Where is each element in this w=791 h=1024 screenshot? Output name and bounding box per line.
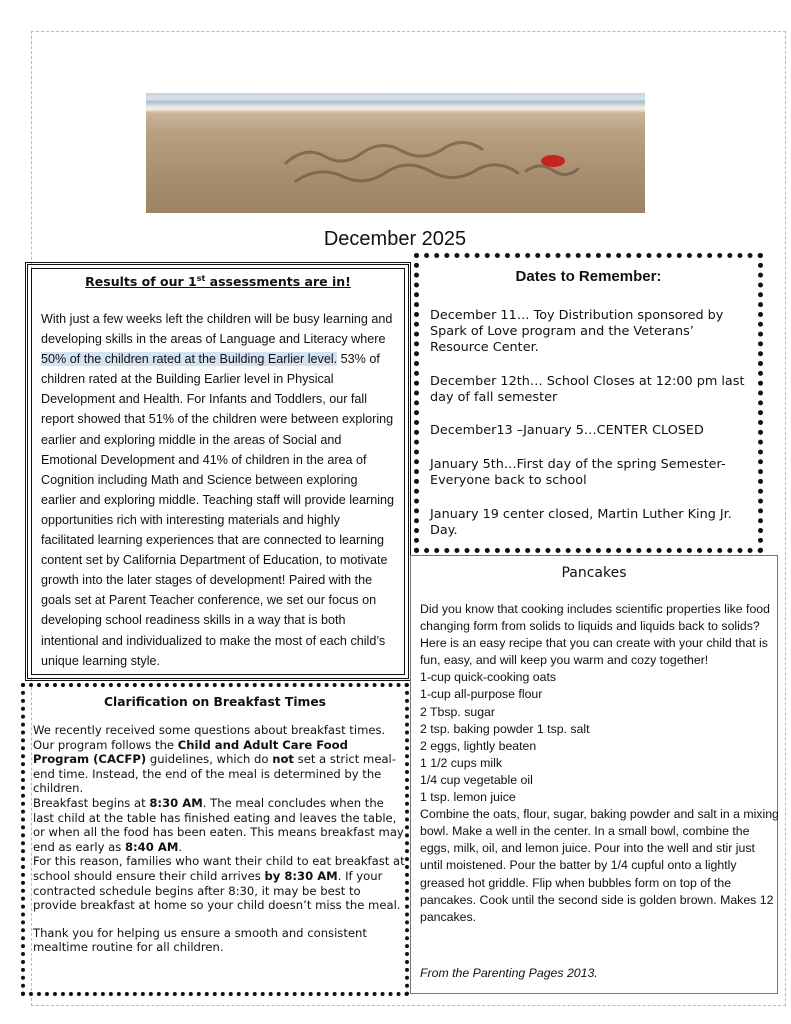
highlighted-stat: 50% of the children rated at the Building Earlier level.: [41, 352, 338, 367]
results-title: Results of our 1st assessments are in!: [85, 274, 351, 290]
pancakes-section: [410, 555, 778, 994]
pancakes-intro: Did you know that cooking includes scientific properties like food changing form from solids to liquids and liquids back to solids?: [420, 602, 770, 634]
date-item: December 12th… School Closes at 12:00 pm last day of fall semester: [430, 374, 745, 405]
ingredient-item: 2 tsp. baking powder 1 tsp. salt: [420, 721, 590, 736]
dates-list: [430, 308, 752, 557]
pancakes-directions: Combine the oats, flour, sugar, baking powder and salt in a mixing bowl. Make a well in the center. In a small bowl, combine the eggs, milk, oil, and lemon juice. Pour into the well and stir just until moistened. Pour the batter by 1/4 cupful onto a lightly greased hot griddle. Flip when bubbles form on top of the pancakes. Cook until the second side is golden brown. Makes 12 pancakes.: [420, 807, 779, 924]
pancakes-credit: From the Parenting Pages 2013.: [420, 966, 598, 980]
ingredient-item: 2 Tbsp. sugar: [420, 704, 495, 719]
breakfast-body: [33, 723, 405, 955]
dates-title: Dates to Remember:: [515, 268, 662, 285]
ingredient-item: 2 eggs, lightly beaten: [420, 738, 537, 753]
breakfast-paragraph: Thank you for helping us ensure a smooth and consistent mealtime routine for all children.: [33, 925, 367, 955]
dates-section: [414, 253, 763, 553]
results-body: With just a few weeks left the children will be busy learning and developing skills in the areas of Language and Literacy where 50% of the children rated at the Building Earlier level. 53% of children rated at the Building Earlier level in Physical Development and Health. For Infants and Toddlers, our fall report showed that 51% of the children were between exploring earlier and exploring middle in the areas of Social and Emotional Development and 41% of children in the area of Cognition including Math and Science between exploring earlier and exploring middle. Teaching staff will provide learning opportunities rich with interesting materials and highly facilitated learning experiences that are connected to learning content set by California Department of Education, to motivate growth into the later stages of development! Paired with the goals set at Parent Teacher conference, we set our focus on developing school readiness skills in a way that is both intentional and individualized to make the most of each child’s unique learning style.: [41, 312, 395, 668]
pancakes-title: Pancakes: [561, 565, 627, 581]
pancakes-intro-2: Here is an easy recipe that you can create with your child that is fun, easy, and will keep you warm and cozy together!: [420, 636, 768, 668]
ingredient-item: 1-cup all-purpose flour: [420, 687, 543, 702]
breakfast-paragraph: For this reason, families who want their child to eat breakfast at school should ensure their child arrives by 8:30 AM. If your contracted schedule begins after 8:30, it may be best to provide breakfast at home so your child doesn’t miss the meal.: [33, 854, 405, 913]
date-item: December 11… Toy Distribution sponsored by Spark of Love program and the Veterans’ Resource Center.: [430, 308, 724, 355]
date-item: December13 –January 5…CENTER CLOSED: [430, 423, 704, 438]
heart-shape: [541, 155, 565, 167]
beach-banner-image: [146, 93, 645, 213]
ingredient-item: 1 1/2 cups milk: [420, 755, 503, 770]
sand-writing-graphic: [146, 93, 645, 213]
newsletter-date-heading: December 2025: [323, 228, 467, 250]
date-item: January 5th…First day of the spring Semester-Everyone back to school: [430, 457, 726, 488]
ingredient-item: 1-cup quick-cooking oats: [420, 670, 557, 685]
breakfast-section: [21, 683, 409, 996]
date-item: January 19 center closed, Martin Luther King Jr. Day.: [430, 507, 732, 538]
results-section: [25, 262, 411, 681]
pancakes-body: [420, 601, 780, 926]
breakfast-paragraph: Breakfast begins at 8:30 AM. The meal concludes when the last child at the table has finished eating and leaves the table, or when all the food has been eaten. This means breakfast may end as early as 8:40 AM.: [33, 795, 404, 854]
breakfast-paragraph: We recently received some questions about breakfast times. Our program follows the Child and Adult Care Food Program (CACFP) guidelines, which do not set a strict meal-end time. Instead, the end of the meal is determined by the children.: [33, 723, 396, 796]
breakfast-title: Clarification on Breakfast Times: [103, 695, 327, 709]
ingredient-item: 1 tsp. lemon juice: [420, 790, 516, 805]
ingredient-item: 1/4 cup vegetable oil: [420, 772, 533, 787]
